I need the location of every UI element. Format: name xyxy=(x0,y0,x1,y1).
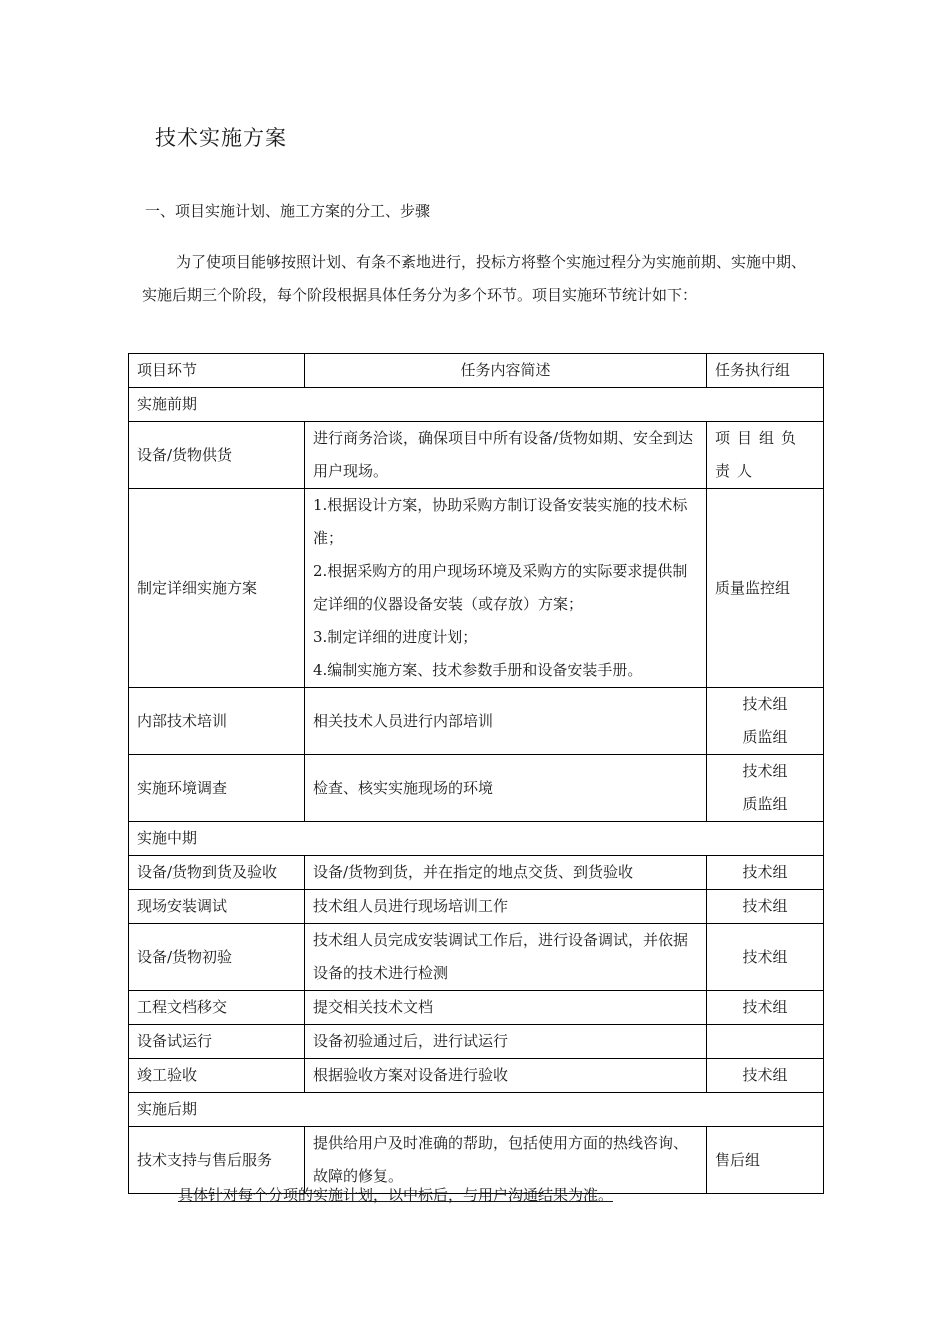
stage-cell: 技术支持与售后服务 xyxy=(129,1127,305,1194)
table-row xyxy=(129,755,824,822)
header-exec: 任务执行组 xyxy=(707,354,824,388)
table-row xyxy=(129,890,824,924)
stage-cell: 工程文档移交 xyxy=(129,991,305,1025)
table-row xyxy=(129,422,824,489)
table-row xyxy=(129,856,824,890)
stage-cell: 现场安装调试 xyxy=(129,890,305,924)
table-row xyxy=(129,991,824,1025)
exec-cell: 项目组负责人 xyxy=(707,422,824,489)
desc-cell: 根据验收方案对设备进行验收 xyxy=(305,1059,707,1093)
table-row xyxy=(129,688,824,755)
stage-cell: 设备/货物供货 xyxy=(129,422,305,489)
table-row xyxy=(129,1025,824,1059)
exec-cell: 售后组 xyxy=(707,1127,824,1194)
implementation-table xyxy=(128,353,824,1194)
exec-cell: 技术组 质监组 xyxy=(707,755,824,822)
desc-cell: 提交相关技术文档 xyxy=(305,991,707,1025)
table-header-row xyxy=(129,354,824,388)
desc-cell: 设备/货物到货，并在指定的地点交货、到货验收 xyxy=(305,856,707,890)
exec-cell xyxy=(707,1025,824,1059)
exec-cell: 技术组 xyxy=(707,924,824,991)
header-stage: 项目环节 xyxy=(129,354,305,388)
desc-cell: 进行商务洽谈，确保项目中所有设备/货物如期、安全到达用户现场。 xyxy=(305,422,707,489)
phase-label: 实施后期 xyxy=(129,1093,824,1127)
stage-cell: 内部技术培训 xyxy=(129,688,305,755)
stage-cell: 竣工验收 xyxy=(129,1059,305,1093)
exec-cell: 技术组 质监组 xyxy=(707,688,824,755)
stage-cell: 制定详细实施方案 xyxy=(129,489,305,688)
desc-cell: 技术组人员完成安装调试工作后，进行设备调试，并依据设备的技术进行检测 xyxy=(305,924,707,991)
footnote: 具体针对每个分项的实施计划，以中标后，与用户沟通结果为准。 xyxy=(178,1186,614,1204)
exec-cell: 技术组 xyxy=(707,1059,824,1093)
document-title: 技术实施方案 xyxy=(155,126,287,150)
stage-cell: 实施环境调查 xyxy=(129,755,305,822)
phase-row-post xyxy=(129,1093,824,1127)
phase-row-mid xyxy=(129,822,824,856)
stage-cell: 设备试运行 xyxy=(129,1025,305,1059)
desc-cell: 1.根据设计方案，协助采购方制订设备安装实施的技术标准； 2.根据采购方的用户现场环境及采购方的实际要求提供制定详细的仪器设备安装（或存放）方案； 3.制定详细的进度计划； 4.编制实施方案、技术参数手册和设备安装手册。 xyxy=(305,489,707,688)
stage-cell: 设备/货物到货及验收 xyxy=(129,856,305,890)
exec-cell: 技术组 xyxy=(707,890,824,924)
exec-cell: 质量监控组 xyxy=(707,489,824,688)
table-row xyxy=(129,489,824,688)
desc-cell: 检查、核实实施现场的环境 xyxy=(305,755,707,822)
table-row xyxy=(129,1059,824,1093)
intro-paragraph: 为了使项目能够按照计划、有条不紊地进行，投标方将整个实施过程分为实施前期、实施中期、实施后期三个阶段，每个阶段根据具体任务分为多个环节。项目实施环节统计如下： xyxy=(142,253,807,304)
phase-label: 实施中期 xyxy=(129,822,824,856)
exec-cell: 技术组 xyxy=(707,991,824,1025)
section-heading: 一、项目实施计划、施工方案的分工、步骤 xyxy=(145,202,431,220)
desc-cell: 设备初验通过后，进行试运行 xyxy=(305,1025,707,1059)
desc-cell: 技术组人员进行现场培训工作 xyxy=(305,890,707,924)
phase-label: 实施前期 xyxy=(129,388,824,422)
table-row xyxy=(129,924,824,991)
header-desc: 任务内容简述 xyxy=(305,354,707,388)
desc-cell: 相关技术人员进行内部培训 xyxy=(305,688,707,755)
exec-cell: 技术组 xyxy=(707,856,824,890)
desc-cell: 提供给用户及时准确的帮助，包括使用方面的热线咨询、故障的修复。 xyxy=(305,1127,707,1194)
phase-row-pre xyxy=(129,388,824,422)
stage-cell: 设备/货物初验 xyxy=(129,924,305,991)
